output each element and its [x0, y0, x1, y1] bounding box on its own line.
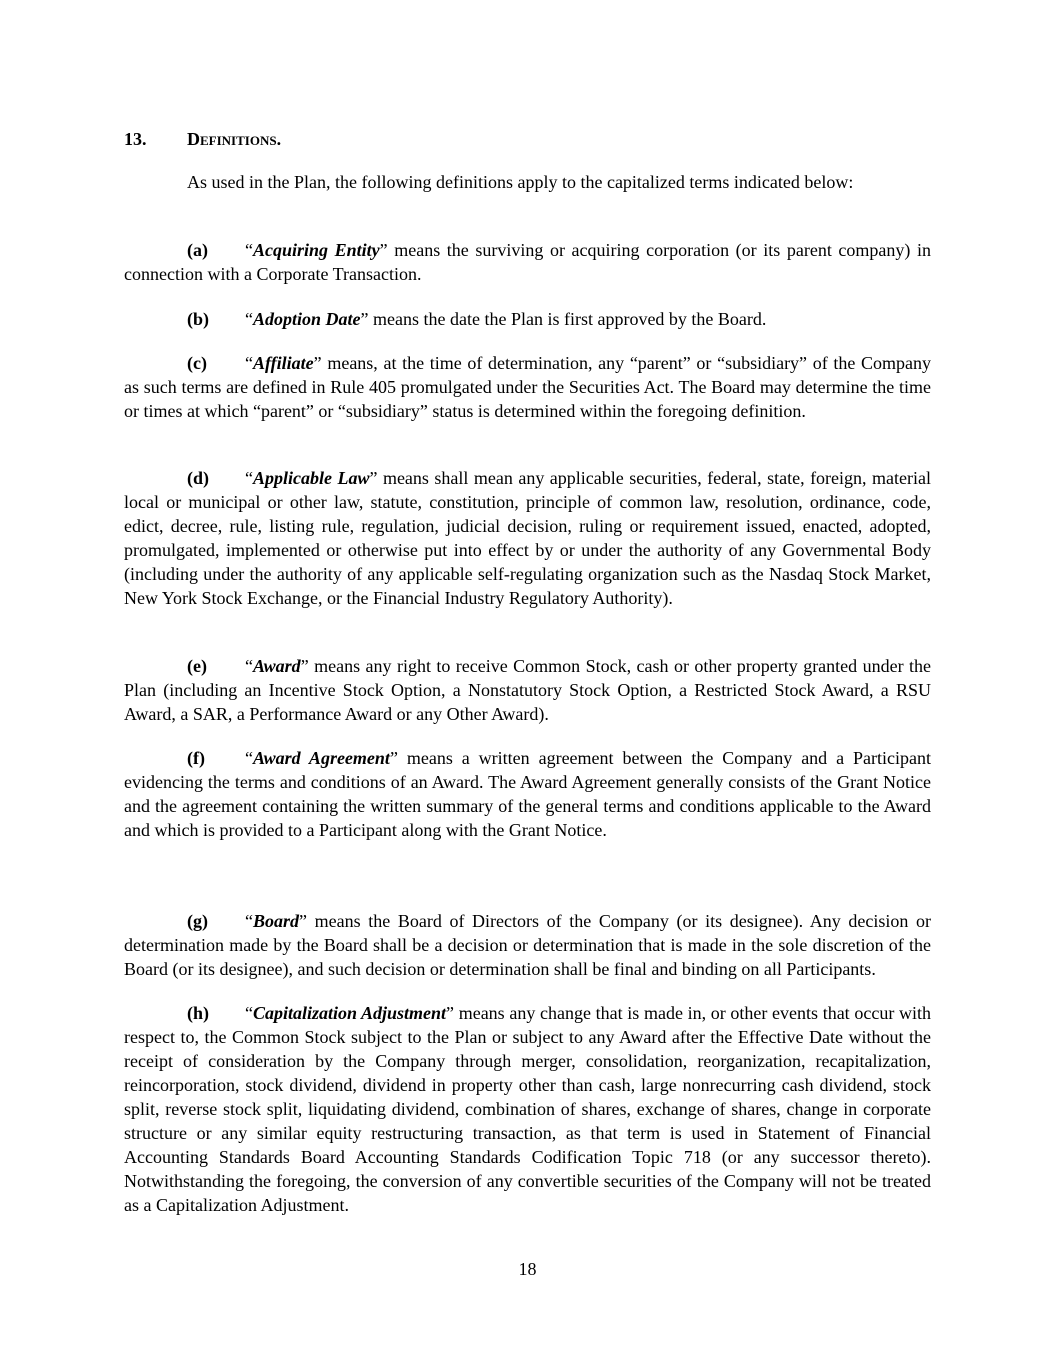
- intro-paragraph: As used in the Plan, the following definitions apply to the capitalized terms indicated below:: [187, 172, 854, 192]
- definition-label: (e): [187, 656, 207, 676]
- definition-item: (c) “Affiliate” means, at the time of determination, any “parent” or “subsidiary” of the Company as such terms are defined in Rule 405 promulgated under the Securities Act. The Board may determine the time or times at which “parent” or “subsidiary” status is determined within the foregoing definition.: [124, 353, 931, 421]
- page-number: 18: [518, 1259, 537, 1279]
- definition-item: (f) “Award Agreement” means a written agreement between the Company and a Participant evidencing the terms and conditions of an Award. The Award Agreement generally consists of the Grant Notice and the agreement containing the written summary of the general terms and conditions applicable to the Award and which is provided to a Participant along with the Grant Notice.: [124, 748, 931, 840]
- definition-label: (b): [187, 309, 209, 329]
- definition-text: means shall mean any applicable securities, federal, state, foreign, material local or municipal or other law, statute, constitution, principle of common law, resolution, ordinance, code, edict, decree, rule, listing rule, regulation, judicial decision, ruling or requirement issued, enacted, adopted, promulgated, implemented or otherwise put into effect by or under the authority of any Governmental Body (including under the authority of any applicable self-regulating organization such as the Nasdaq Stock Market, New York Stock Exchange, or the Financial Industry Regulatory Authority).: [124, 468, 931, 608]
- definition-text: means any right to receive Common Stock, cash or other property granted under the Plan (including an Incentive Stock Option, a Nonstatutory Stock Option, a Restricted Stock Award, a RSU Award, a SAR, a Performance Award or any Other Award).: [124, 656, 931, 724]
- definition-item: (e) “Award” means any right to receive Common Stock, cash or other property granted under the Plan (including an Incentive Stock Option, a Nonstatutory Stock Option, a Restricted Stock Award, a RSU Award, a SAR, a Performance Award or any Other Award).: [124, 656, 931, 724]
- definition-term: Adoption Date: [253, 309, 361, 329]
- definition-item: (g) “Board” means the Board of Directors of the Company (or its designee). Any decision or determination made by the Board shall be a decision or determination that is made in the sole discretion of the Board (or its designee), and such decision or determination shall be final and binding on all Participants.: [124, 911, 931, 979]
- section-heading: [124, 127, 281, 151]
- definition-text: means the date the Plan is first approved by the Board.: [368, 309, 767, 329]
- definition-term: Board: [253, 911, 300, 931]
- definition-label: (a): [187, 240, 208, 260]
- definition-item: (a) “Acquiring Entity” means the surviving or acquiring corporation (or its parent company) in connection with a Corporate Transaction.: [124, 240, 931, 284]
- definition-item: (h) “Capitalization Adjustment” means any change that is made in, or other events that occur with respect to, the Common Stock subject to the Plan or subject to any Award after the Effective Date without the receipt of consideration by the Company through merger, consolidation, reorganization, recapitalization, reincorporation, stock dividend, dividend in property other than cash, large nonrecurring cash dividend, stock split, reverse stock split, liquidating dividend, combination of shares, exchange of shares, change in corporate structure or any similar equity restructuring transaction, as that term is used in Statement of Financial Accounting Standards Board Accounting Standards Codification Topic 718 (or any successor thereto). Notwithstanding the foregoing, the conversion of any convertible securities of the Company will not be treated as a Capitalization Adjustment.: [124, 1003, 931, 1215]
- definition-text: means, at the time of determination, any “parent” or “subsidiary” of the Company as such terms are defined in Rule 405 promulgated under the Securities Act. The Board may determine the time or times at which “parent” or “subsidiary” status is determined within the foregoing definition.: [124, 353, 931, 421]
- definition-item: (d) “Applicable Law” means shall mean any applicable securities, federal, state, foreign, material local or municipal or other law, statute, constitution, principle of common law, resolution, ordinance, code, edict, decree, rule, listing rule, regulation, judicial decision, ruling or requirement issued, enacted, adopted, promulgated, implemented or otherwise put into effect by or under the authority of any Governmental Body (including under the authority of any applicable self-regulating organization such as the Nasdaq Stock Market, New York Stock Exchange, or the Financial Industry Regulatory Authority).: [124, 468, 931, 608]
- definition-label: (h): [187, 1003, 209, 1023]
- definition-label: (g): [187, 911, 208, 931]
- definition-text: means a written agreement between the Company and a Participant evidencing the terms and conditions of an Award. The Award Agreement generally consists of the Grant Notice and the agreement containing the written summary of the general terms and conditions applicable to the Award and which is provided to a Participant along with the Grant Notice.: [124, 748, 931, 840]
- section-title: Definitions.: [187, 129, 282, 149]
- definition-term: Award Agreement: [253, 748, 390, 768]
- definition-term: Acquiring Entity: [253, 240, 380, 260]
- definition-label: (d): [187, 468, 209, 488]
- definition-item: (b) “Adoption Date” means the date the Plan is first approved by the Board.: [187, 309, 767, 329]
- definition-text: means the surviving or acquiring corporation (or its parent company) in connection with a Corporate Transaction.: [124, 240, 931, 284]
- definition-label: (c): [187, 353, 207, 373]
- definition-term: Capitalization Adjustment: [253, 1003, 447, 1023]
- definition-label: (f): [187, 748, 205, 768]
- definition-term: Award: [253, 656, 301, 676]
- definition-text: means the Board of Directors of the Company (or its designee). Any decision or determination made by the Board shall be a decision or determination that is made in the sole discretion of the Board (or its designee), and such decision or determination shall be final and binding on all Participants.: [124, 911, 931, 979]
- definition-text: means any change that is made in, or other events that occur with respect to, the Common Stock subject to the Plan or subject to any Award after the Effective Date without the receipt of consideration by the Company through merger, consolidation, reorganization, recapitalization, reincorporation, stock dividend, dividend in property other than cash, large nonrecurring cash dividend, stock split, reverse stock split, liquidating dividend, combination of shares, exchange of shares, change in corporate structure or any similar equity restructuring transaction, as that term is used in Statement of Financial Accounting Standards Board Accounting Standards Codification Topic 718 (or any successor thereto). Notwithstanding the foregoing, the conversion of any convertible securities of the Company will not be treated as a Capitalization Adjustment.: [124, 1003, 931, 1215]
- section-number: 13.: [124, 129, 147, 149]
- definition-term: Applicable Law: [253, 468, 370, 488]
- definition-term: Affiliate: [253, 353, 314, 373]
